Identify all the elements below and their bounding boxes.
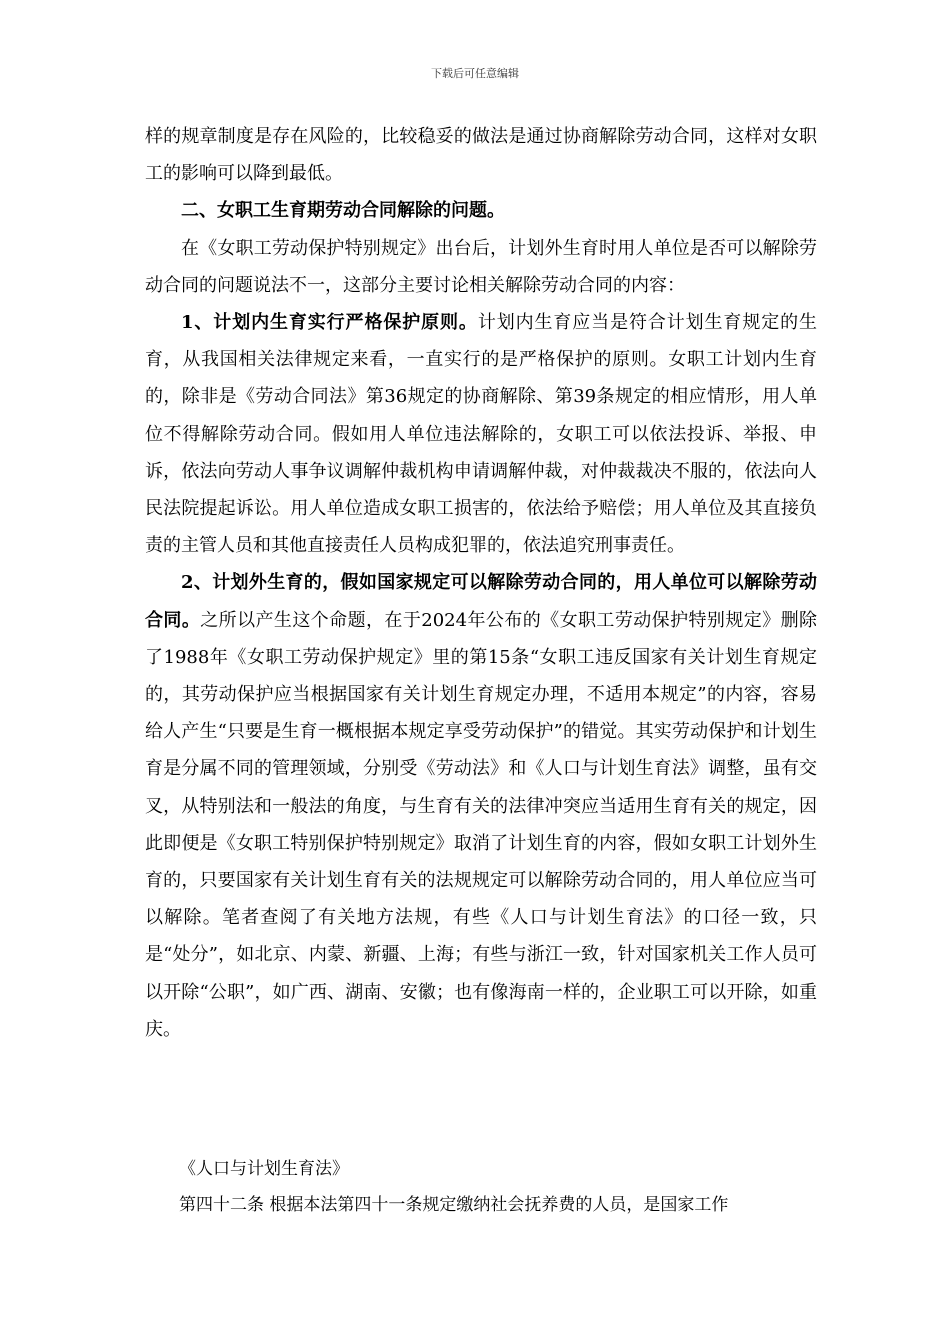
document-body [145, 118, 817, 1048]
law-article: 第四十二条 根据本法第四十一条规定缴纳社会抚养费的人员，是国家工作 [179, 1195, 729, 1215]
page-header: 下载后可任意编辑 [431, 67, 519, 80]
point-1-heading: 1、计划内生育实行严格保护原则。 [181, 312, 478, 334]
point-2-body: 之所以产生这个命题，在于2024年公布的《女职工劳动保护特别规定》删除了1988年《女职工劳动保护规定》里的第15条“女职工违反国家有关计划生育规定的，其劳动保护应当根据国家有关计划生育规定办理，不适用本规定”的内容，容易给人产生“只要是生育一概根据本规定享受劳动保护”的错觉。其实劳动保护和计划生育是分属不同的管理领域，分别受《劳动法》和《人口与计划生育法》调整，虽有交叉，从特别法和一般法的角度，与生育有关的法律冲突应当适用生育有关的规定，因此即便是《女职工特别保护特别规定》取消了计划生育的内容，假如女职工计划外生育的，只要国家有关计划生育有关的法规规定可以解除劳动合同的，用人单位应当可以解除。笔者查阅了有关地方法规，有些《人口与计划生育法》的口径一致，只是“处分”，如北京、内蒙、新疆、上海；有些与浙江一致，针对国家机关工作人员可以开除“公职”，如广西、湖南、安徽；也有像海南一样的，企业职工可以开除，如重庆。 [145, 609, 818, 1040]
point-1-body: 计划内生育应当是符合计划生育规定的生育，从我国相关法律规定来看，一直实行的是严格保护的原则。女职工计划内生育的，除非是《劳动合同法》第36规定的协商解除、第39条规定的相应情形，用人单位不得解除劳动合同。假如用人单位违法解除的，女职工可以依法投诉、举报、申诉，依法向劳动人事争议调解仲裁机构申请调解仲裁，对仲裁裁决不服的，依法向人民法院提起诉讼。用人单位造成女职工损害的，依法给予赔偿；用人单位及其直接负责的主管人员和其他直接责任人员构成犯罪的，依法追究刑事责任。 [145, 312, 817, 557]
law-title: 《人口与计划生育法》 [179, 1159, 349, 1179]
point-2-heading: 2、计划外生育的，假如国家规定可以解除劳动合同的，用人单位可以解除劳动合同。 [145, 572, 817, 631]
paragraph-continuation: 样的规章制度是存在风险的，比较稳妥的做法是通过协商解除劳动合同，这样对女职工的影响可以降到最低。 [145, 126, 817, 185]
law-quote [145, 1151, 817, 1223]
paragraph-point-1 [145, 304, 817, 564]
paragraph-intro: 在《女职工劳动保护特别规定》出台后，计划外生育时用人单位是否可以解除劳动合同的问题说法不一，这部分主要讨论相关解除劳动合同的内容： [145, 237, 817, 296]
section-heading: 二、女职工生育期劳动合同解除的问题。 [181, 200, 505, 222]
paragraph-point-2 [145, 564, 817, 1048]
